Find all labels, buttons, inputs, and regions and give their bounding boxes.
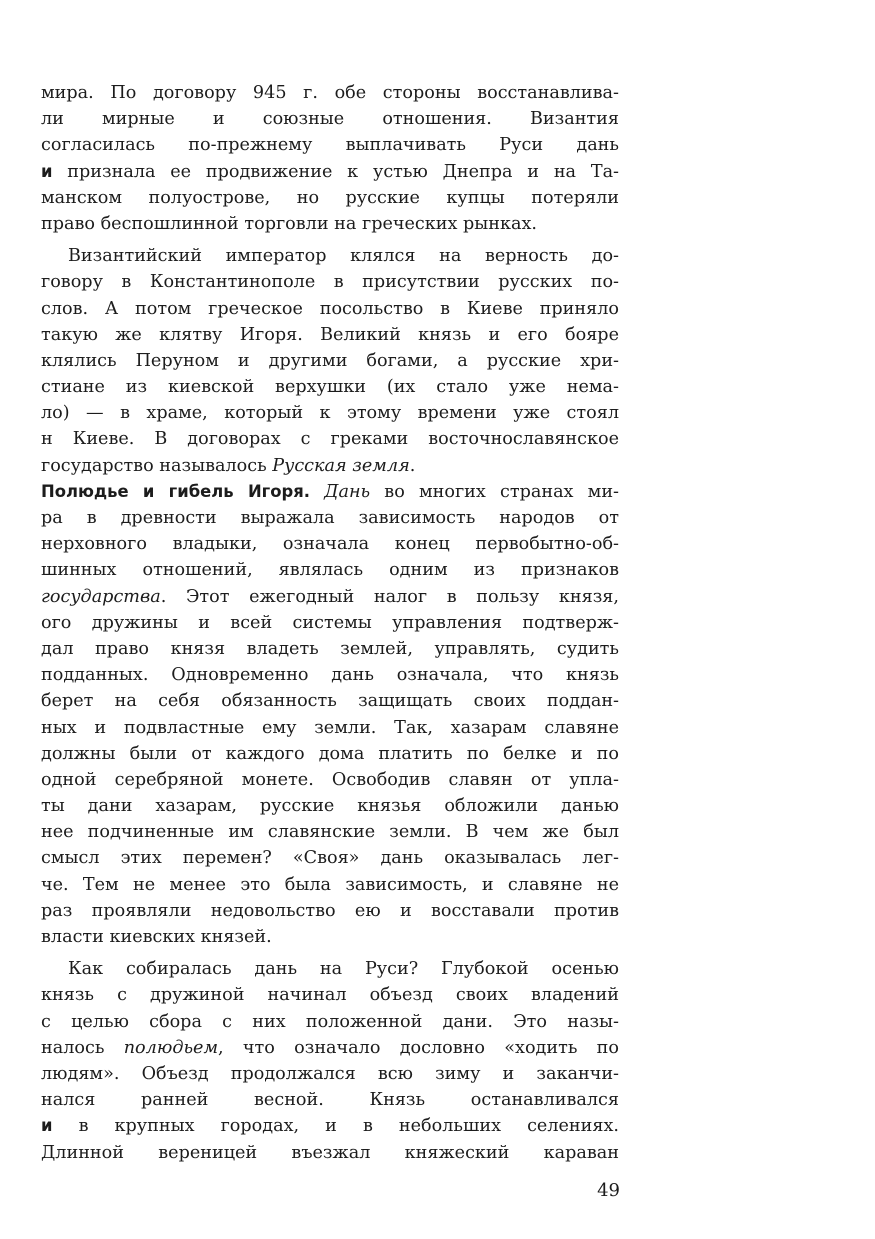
text-line bbox=[41, 1087, 619, 1113]
text-run: право беспошлинной торговли на греческих рынках. bbox=[41, 213, 537, 234]
text-run: налось bbox=[41, 1037, 124, 1058]
text-run: признала ее продвижение к устью Днепра и на Та- bbox=[52, 161, 619, 182]
text-line bbox=[41, 636, 619, 662]
text-line bbox=[41, 374, 619, 400]
italic-term: полюдьем bbox=[123, 1037, 219, 1058]
text-run: ли мирные и союзные отношения. Византия bbox=[41, 109, 619, 130]
text-run: власти киевских князей. bbox=[41, 927, 272, 947]
text-run: клялись Перуном и другими богами, а русские хри- bbox=[41, 350, 619, 371]
text-run: такую же клятву Игоря. Великий князь и его бояре bbox=[41, 324, 619, 345]
paragraph bbox=[41, 80, 619, 237]
text-run: говору в Константинополе в присутствии русских по- bbox=[41, 272, 619, 293]
paragraph bbox=[41, 956, 619, 1166]
text-line bbox=[41, 688, 619, 714]
text-run: ных и подвластные ему земли. Так, хазарам славяне bbox=[41, 717, 619, 738]
text-line bbox=[41, 531, 619, 557]
text-line bbox=[41, 296, 619, 322]
text-run: мира. По договору 945 г. обе стороны восстанавлива- bbox=[41, 83, 619, 103]
text-line bbox=[41, 584, 619, 610]
text-line bbox=[41, 132, 619, 158]
text-line bbox=[41, 453, 619, 479]
paragraph bbox=[41, 243, 619, 479]
text-run: подданных. Одновременно дань означала, что князь bbox=[41, 665, 619, 686]
text-line bbox=[41, 924, 619, 950]
italic-term: Русская земля bbox=[272, 455, 410, 476]
text-run: во многих странах ми- bbox=[370, 481, 619, 502]
text-run: . bbox=[409, 455, 416, 476]
text-line bbox=[41, 322, 619, 348]
text-line bbox=[41, 479, 619, 505]
text-run: ло) — в храме, который к этому времени уже стоял bbox=[41, 403, 619, 424]
text-line bbox=[41, 505, 619, 531]
text-line bbox=[41, 845, 619, 871]
text-line bbox=[41, 557, 619, 583]
text-run: нерховного владыки, означала конец первобытно-об- bbox=[41, 534, 619, 555]
text-line bbox=[41, 898, 619, 924]
italic-term: государства bbox=[41, 586, 161, 607]
text-run: . Этот ежегодный налог в пользу князя, bbox=[160, 586, 619, 607]
text-line bbox=[41, 872, 619, 898]
text-line bbox=[41, 956, 619, 982]
text-line bbox=[41, 80, 619, 106]
text-line bbox=[41, 662, 619, 688]
text-run: слов. А потом греческое посольство в Киеве приняло bbox=[41, 298, 619, 319]
text-run: берет на себя обязанность защищать своих поддан- bbox=[41, 691, 619, 712]
text-line bbox=[41, 211, 619, 237]
text-run: манском полуострове, но русские купцы потеряли bbox=[41, 187, 619, 208]
text-line bbox=[41, 106, 619, 132]
page-text bbox=[41, 80, 619, 1166]
text-line bbox=[41, 1035, 619, 1061]
text-run: смысл этих перемен? «Своя» дань оказывалась лег- bbox=[41, 848, 619, 869]
text-line bbox=[41, 793, 619, 819]
bold-run: и bbox=[41, 1116, 53, 1136]
text-run: раз проявляли недовольство ею и восставали против bbox=[41, 900, 619, 921]
text-run: шинных отношений, являлась одним из признаков bbox=[41, 560, 619, 581]
paragraph bbox=[41, 479, 619, 950]
text-line bbox=[41, 1140, 619, 1166]
text-line bbox=[41, 426, 619, 452]
text-run bbox=[310, 482, 324, 502]
text-line bbox=[41, 819, 619, 845]
bold-run: и bbox=[41, 161, 53, 181]
text-run: в крупных городах, и в небольших селениях. bbox=[52, 1116, 619, 1137]
text-run: нался ранней весной. Князь останавливался bbox=[41, 1090, 619, 1111]
text-line bbox=[41, 185, 619, 211]
text-run: ты дани хазарам, русские князья обложили данью bbox=[41, 796, 619, 817]
text-run: че. Тем не менее это была зависимость, и славяне не bbox=[41, 874, 619, 895]
text-line bbox=[41, 741, 619, 767]
text-run: Византийский император клялся на верность до- bbox=[68, 246, 619, 267]
text-line bbox=[41, 982, 619, 1008]
text-run: согласилась по-прежнему выплачивать Руси дань bbox=[41, 135, 619, 156]
bold-run: Полюдье и гибель Игоря. bbox=[41, 481, 310, 501]
text-line bbox=[41, 269, 619, 295]
text-line bbox=[41, 243, 619, 269]
text-line bbox=[41, 400, 619, 426]
text-line bbox=[41, 767, 619, 793]
text-line bbox=[41, 348, 619, 374]
text-run: нее подчиненные им славянские земли. В чем же был bbox=[41, 822, 619, 843]
text-line bbox=[41, 1113, 619, 1139]
text-run: ого дружины и всей системы управления подтверж- bbox=[41, 612, 619, 633]
text-run: государство называлось bbox=[41, 455, 273, 476]
text-line bbox=[41, 1009, 619, 1035]
text-run: дал право князя владеть землей, управлять, судить bbox=[41, 638, 619, 659]
text-run: одной серебряной монете. Освободив славян от упла- bbox=[41, 769, 619, 790]
text-run: с целью сбора с них положенной дани. Это назы- bbox=[41, 1011, 619, 1032]
text-run: Как собиралась дань на Руси? Глубокой осенью bbox=[68, 959, 619, 980]
text-run: , что означало дословно «ходить по bbox=[218, 1037, 620, 1058]
text-run: Длинной вереницей въезжал княжеский караван bbox=[41, 1142, 619, 1163]
italic-term: Дань bbox=[324, 481, 371, 502]
text-run: стиане из киевской верхушки (их стало уже нема- bbox=[41, 377, 619, 398]
text-line bbox=[41, 159, 619, 185]
text-line bbox=[41, 610, 619, 636]
text-line bbox=[41, 1061, 619, 1087]
text-run: ра в древности выражала зависимость народов от bbox=[41, 508, 619, 528]
text-line bbox=[41, 715, 619, 741]
text-run: людям». Объезд продолжался всю зиму и заканчи- bbox=[41, 1063, 619, 1084]
text-run: князь с дружиной начинал объезд своих владений bbox=[41, 985, 619, 1006]
text-run: н Киеве. В договорах с греками восточнославянское bbox=[41, 429, 619, 450]
page-number: 49 bbox=[597, 1180, 620, 1201]
text-run: должны были от каждого дома платить по белке и по bbox=[41, 743, 619, 764]
